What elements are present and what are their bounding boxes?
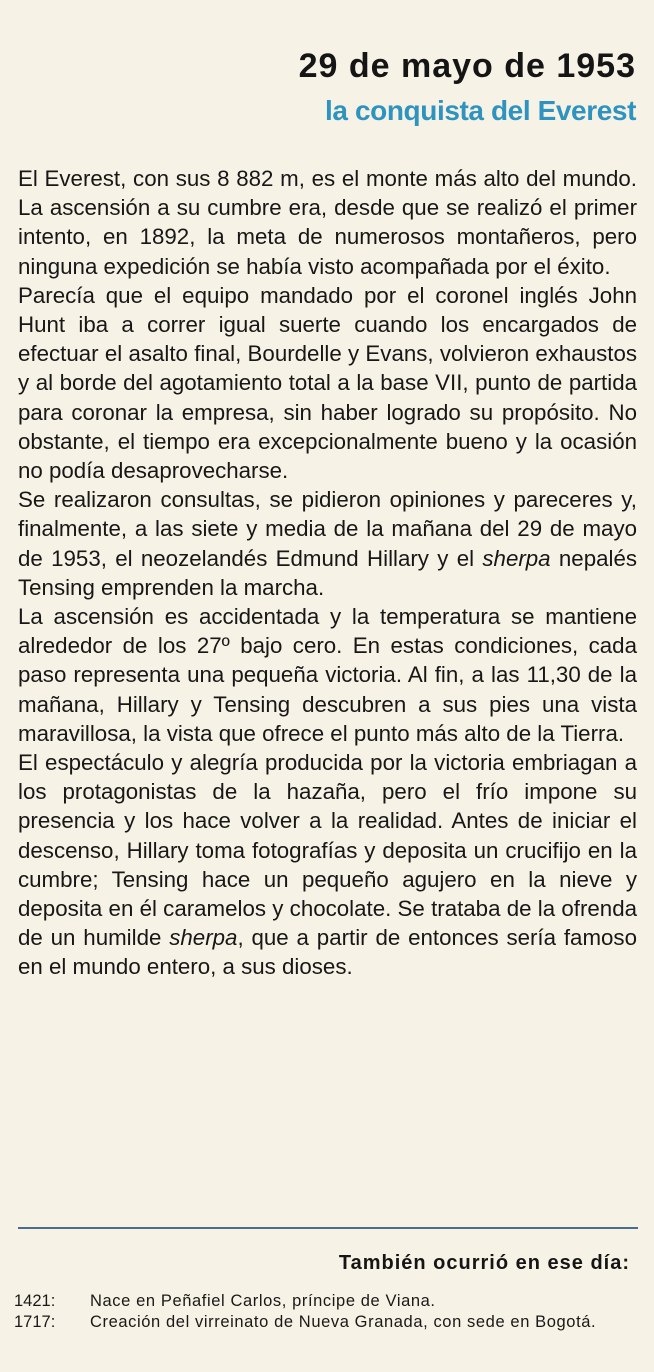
paragraph-4: La ascensión es accidentada y la temperatura se mantiene alrededor de los 27º bajo cero. En estas condiciones, cada paso representa una pequeña victoria. Al fin, a las 11,30 de la mañana, Hillary y Tensing descubren a sus pies una vista maravillosa, la vista que ofrece el punto más alto de la Tierra. [18,604,637,746]
paragraph-5-text-a: El espectáculo y alegría producida por la victoria embriagan a los protagonistas de la hazaña, pero el frío impone su presencia y los hace volver a la realidad. Antes de iniciar el descenso, Hillary toma fotografías y deposita un crucifijo en la cumbre; Tensing hace un pequeño agujero en la nieve y deposita en él caramelos y chocolate. Se trataba de la ofrenda de un humilde [18,750,637,951]
article-body [18,164,637,982]
event-text: Creación del virreinato de Nueva Granada, con sede en Bogotá. [90,1313,597,1331]
event-item [14,1312,636,1333]
paragraph-3-text-b: nepalés Tensing emprenden la marcha. [18,545,637,600]
also-happened-heading: También ocurrió en ese día: [338,1252,630,1274]
paragraph-3 [18,485,637,602]
date-title: 29 de mayo de 1953 [298,47,636,85]
article-subtitle: la conquista del Everest [325,95,636,126]
event-item [14,1291,636,1312]
paragraph-5 [18,748,637,982]
paragraph-3-text-a: Se realizaron consultas, se pidieron opiniones y pareceres y, finalmente, a las siete y media de la mañana del 29 de mayo de 1953, el neozelandés Edmund Hillary y el [18,487,637,571]
event-year: 1421: [14,1292,56,1310]
section-divider [18,1227,638,1229]
header [176,44,636,128]
paragraph-2: Parecía que el equipo mandado por el coronel inglés John Hunt iba a correr igual suerte cuando los encargados de efectuar el asalto final, Bourdelle y Evans, volvieron exhaustos y al borde del agotamiento total a la base VII, punto de partida para coronar la empresa, sin haber logrado su propósito. No obstante, el tiempo era excepcionalmente bueno y la ocasión no podía desaprovecharse. [18,282,637,484]
event-text: Nace en Peñafiel Carlos, príncipe de Viana. [90,1292,436,1310]
events-list [14,1291,636,1333]
paragraph-1: El Everest, con sus 8 882 m, es el monte más alto del mundo. La ascensión a su cumbre era, desde que se realizó el primer intento, en 1892, la meta de numerosos montañeros, pero ninguna expedición se había visto acompañada por el éxito. [18,166,637,279]
paragraph-5-emphasis: sherpa [169,925,238,951]
paragraph-5-text-b: , que a partir de entonces sería famoso en el mundo entero, a sus dioses. [18,925,637,980]
event-year: 1717: [14,1313,56,1331]
paragraph-3-emphasis: sherpa [482,545,551,571]
